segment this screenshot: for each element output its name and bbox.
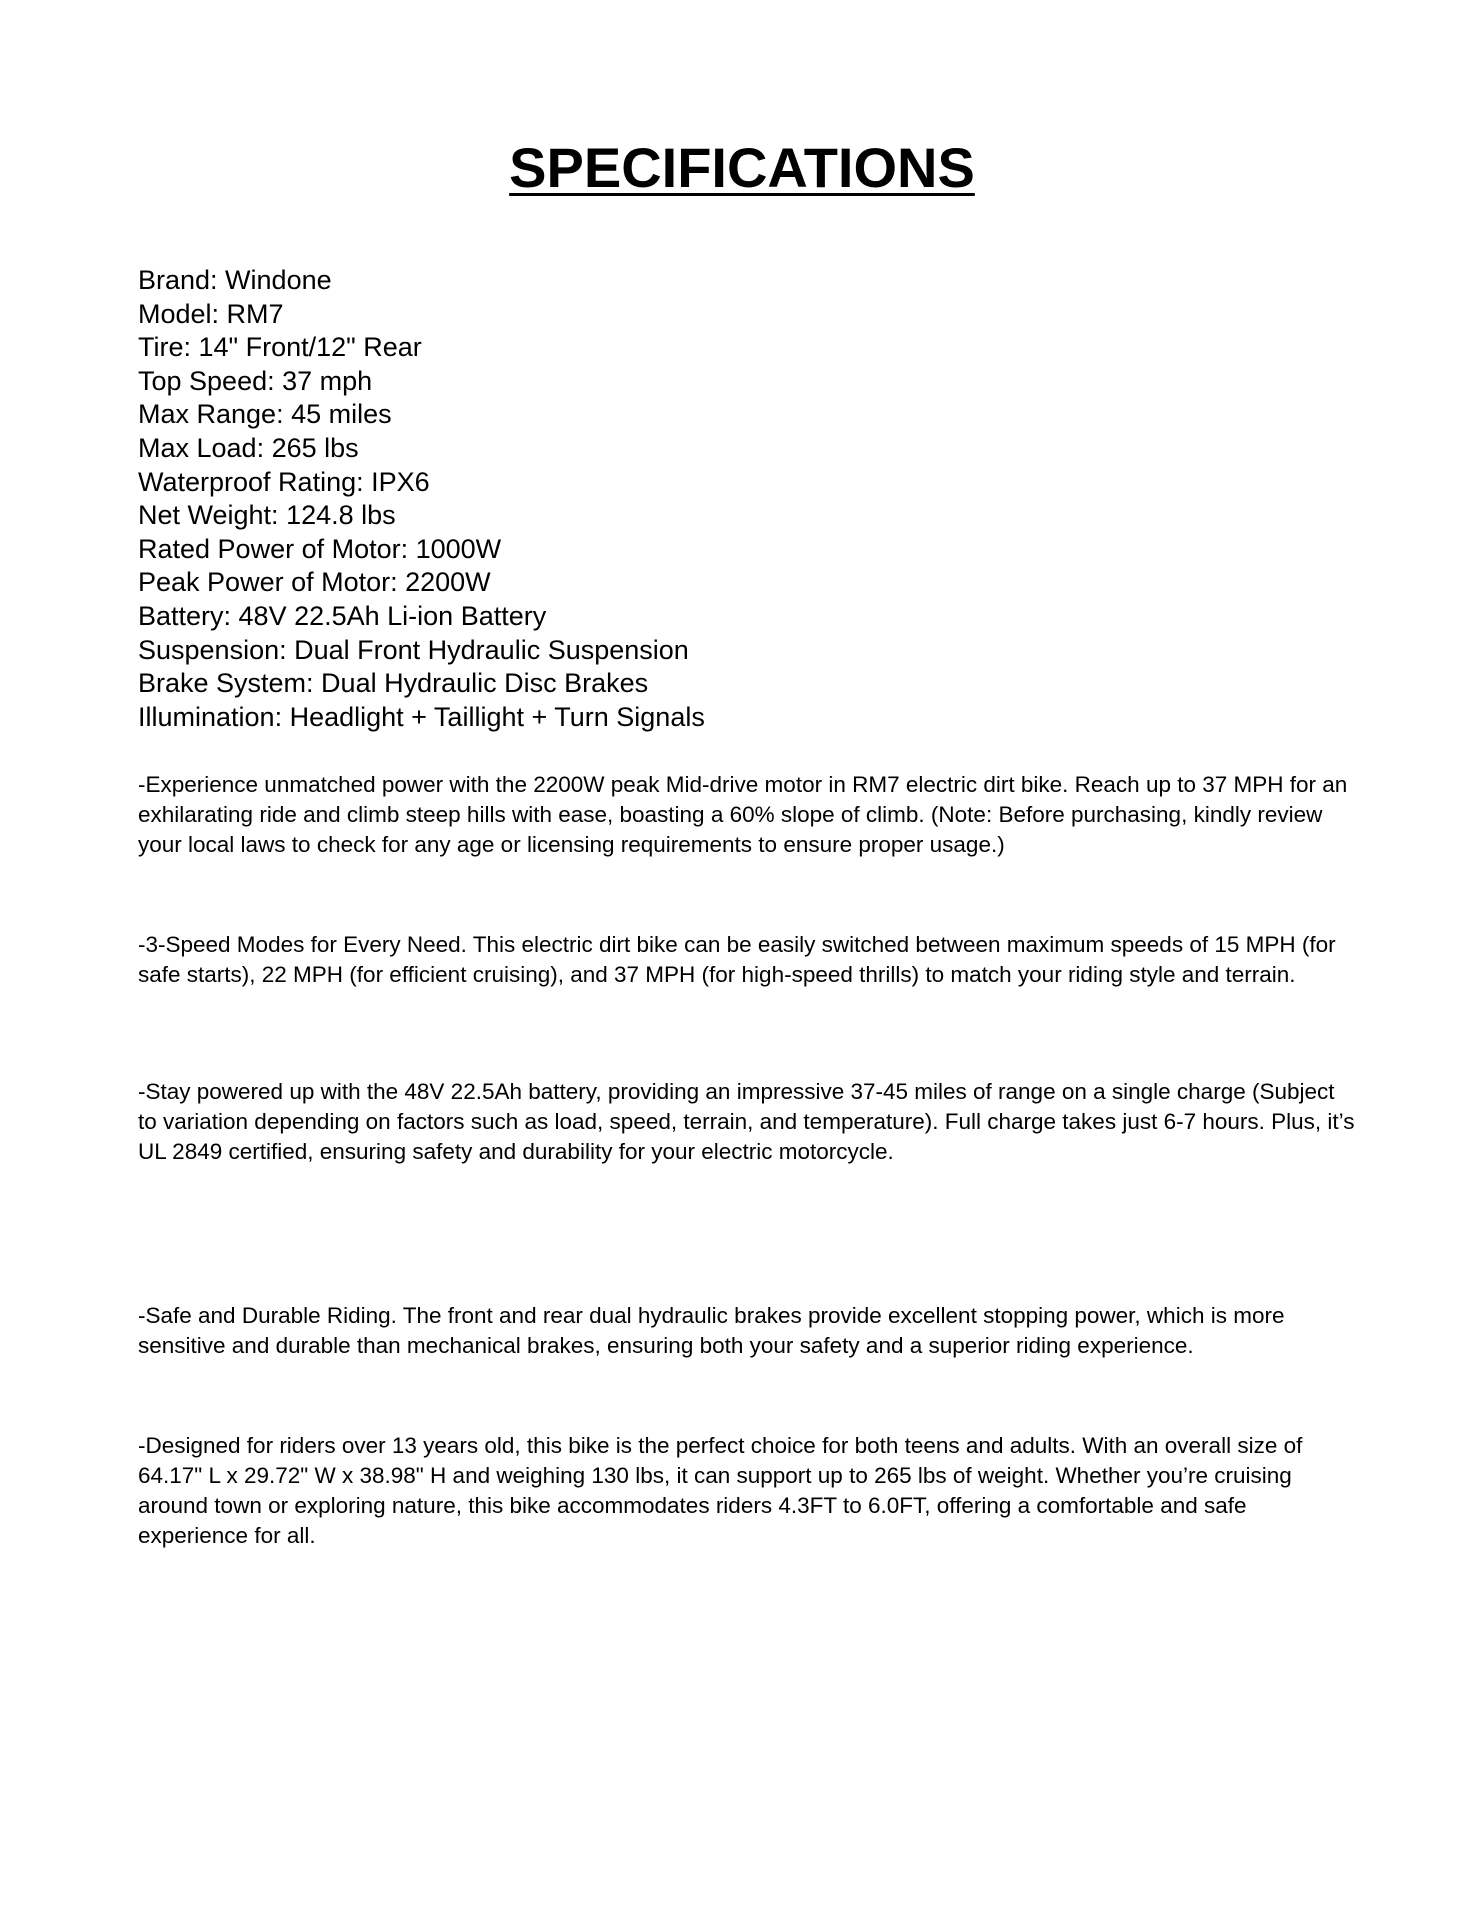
paragraph-riders: -Designed for riders over 13 years old, this bike is the perfect choice for both teens and adults. With an overall size of 64.17" L x 29.72" W x 38.98" H and weighing 130 lbs, it can support up to 265 lbs of weight. Whether you’re cruising around town or exploring nature, this bike accommodates riders 4.3FT to 6.0FT, offering a comfortable and safe experience for all. <box>138 1433 1303 1548</box>
spec-brake-system: Brake System: Dual Hydraulic Disc Brakes <box>138 668 649 699</box>
spec-peak-power: Peak Power of Motor: 2200W <box>138 567 491 598</box>
page-title <box>0 135 1484 200</box>
spec-battery: Battery: 48V 22.5Ah Li-ion Battery <box>138 600 547 631</box>
spec-suspension: Suspension: Dual Front Hydraulic Suspension <box>138 634 689 665</box>
paragraph-power: -Experience unmatched power with the 2200W peak Mid-drive motor in RM7 electric dirt bike. Reach up to 37 MPH for an exhilarating ride and climb steep hills with ease, boasting a 60% slope of climb. (Note: Before purchasing, kindly review your local laws to check for any age or licensing requirements to ensure proper usage.) <box>138 772 1348 857</box>
spec-tire: Tire: 14" Front/12" Rear <box>138 332 422 363</box>
spec-net-weight: Net Weight: 124.8 lbs <box>138 500 396 531</box>
spec-max-load: Max Load: 265 lbs <box>138 432 359 463</box>
spec-brand: Brand: Windone <box>138 265 332 295</box>
spec-top-speed: Top Speed: 37 mph <box>138 365 373 396</box>
spec-rated-power: Rated Power of Motor: 1000W <box>138 533 502 564</box>
spec-max-range: Max Range: 45 miles <box>138 399 392 430</box>
paragraph-battery: -Stay powered up with the 48V 22.5Ah battery, providing an impressive 37-45 miles of range on a single charge (Subject to variation depending on factors such as load, speed, terrain, and temperature). Full charge takes just 6-7 hours. Plus, it’s UL 2849 certified, ensuring safety and durability for your electric motorcycle. <box>138 1079 1355 1164</box>
paragraph-brakes: -Safe and Durable Riding. The front and rear dual hydraulic brakes provide excellent stopping power, which is more sensitive and durable than mechanical brakes, ensuring both your safety and a superior riding experience. <box>138 1303 1285 1358</box>
page-title-text: SPECIFICATIONS <box>509 136 975 199</box>
spec-list <box>138 264 705 734</box>
spec-illumination: Illumination: Headlight + Taillight + Turn Signals <box>138 701 705 732</box>
spec-model: Model: RM7 <box>138 298 284 329</box>
spec-waterproof: Waterproof Rating: IPX6 <box>138 466 430 497</box>
paragraph-speed-modes: -3-Speed Modes for Every Need. This electric dirt bike can be easily switched between maximum speeds of 15 MPH (for safe starts), 22 MPH (for efficient cruising), and 37 MPH (for high-speed thrills) to match your riding style and terrain. <box>138 932 1336 987</box>
